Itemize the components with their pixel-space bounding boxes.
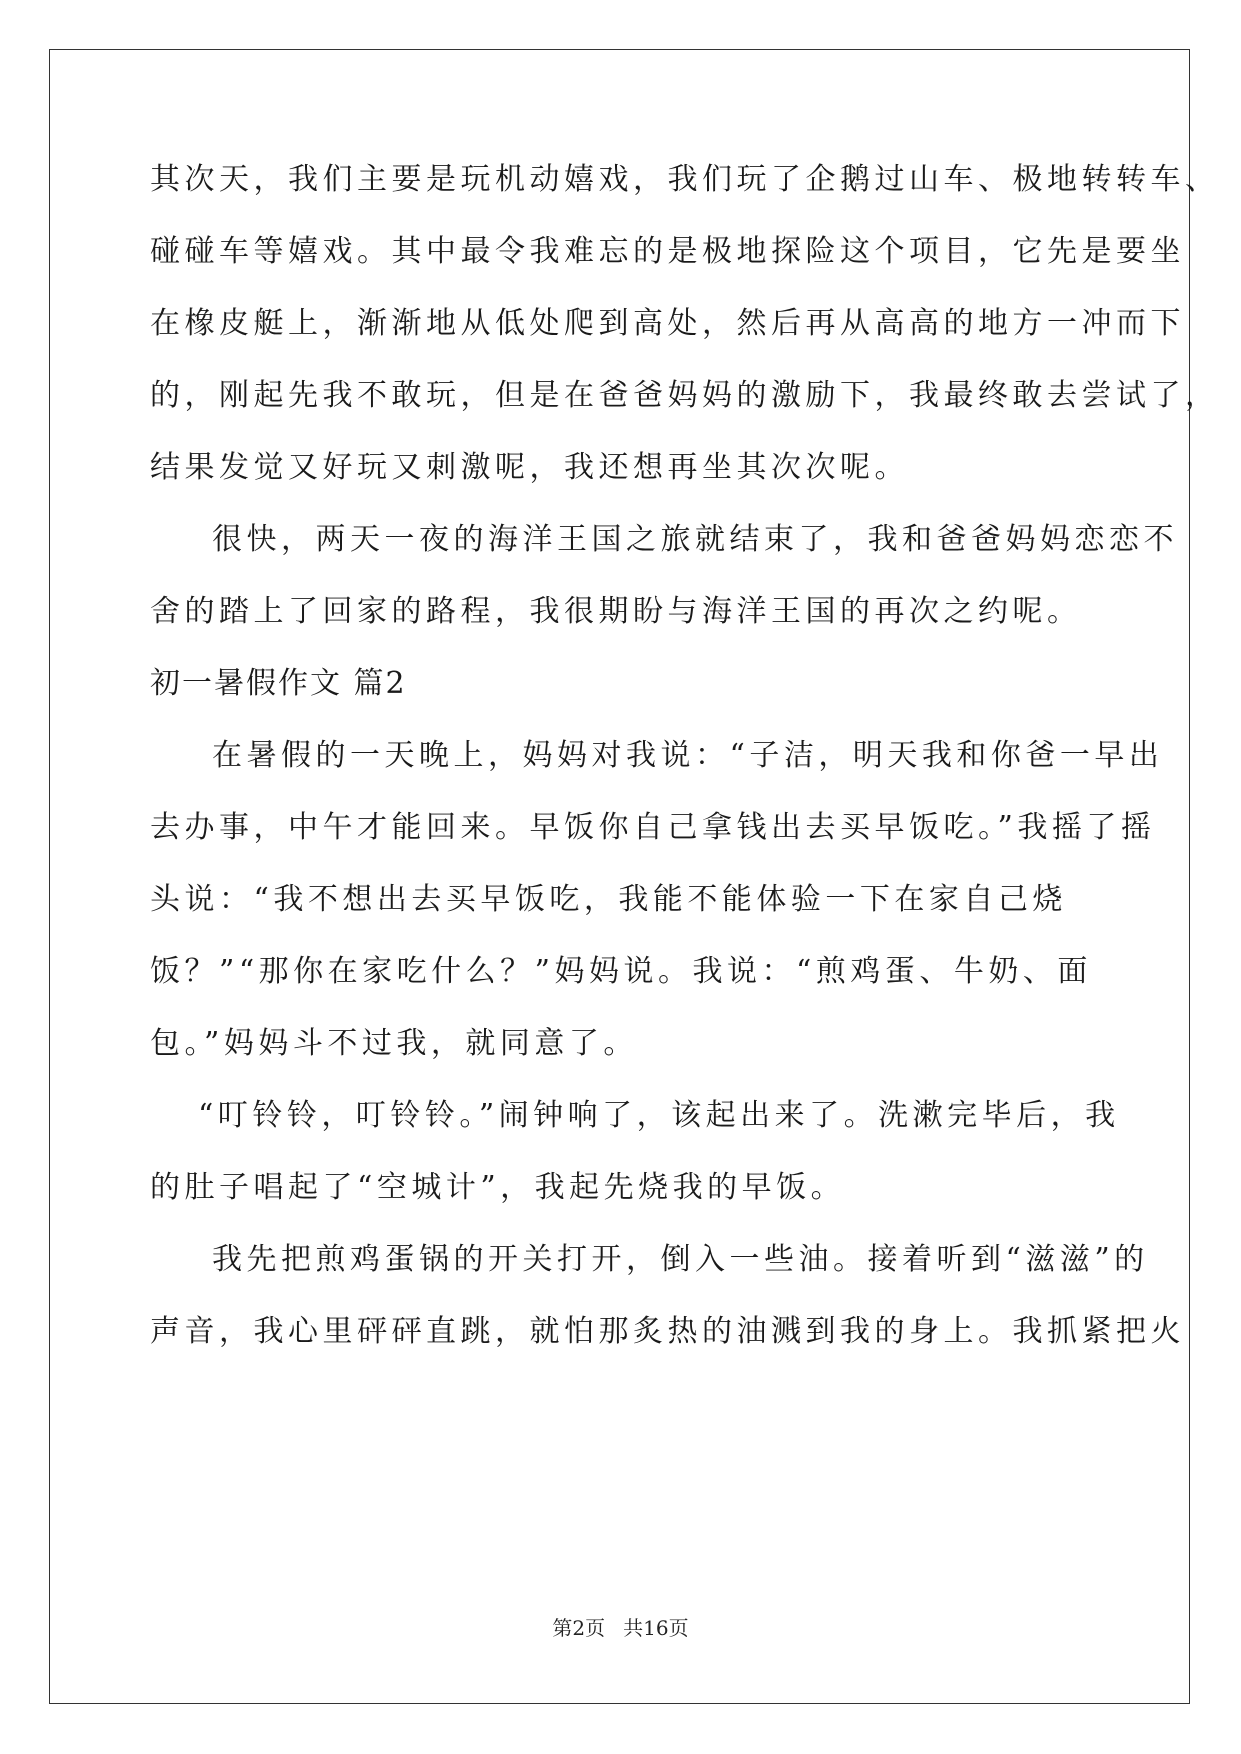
text-line: 在橡皮艇上，渐渐地从低处爬到高处，然后再从高高的地方一冲而下 <box>150 306 1185 341</box>
section-heading: 初一暑假作文 篇2 <box>150 666 407 701</box>
paragraph-first-line: 在暑假的一天晚上，妈妈对我说：“子洁，明天我和你爸一早出 <box>212 738 1164 773</box>
text-line: 包。”妈妈斗不过我，就同意了。 <box>150 1026 638 1061</box>
text-line: 声音，我心里砰砰直跳，就怕那炙热的油溅到我的身上。我抓紧把火 <box>150 1314 1185 1349</box>
text-line: 其次天，我们主要是玩机动嬉戏，我们玩了企鹅过山车、极地转转车、 <box>150 162 1220 197</box>
page-frame <box>49 49 1190 1704</box>
text-line: 舍的踏上了回家的路程，我很期盼与海洋王国的再次之约呢。 <box>150 594 1082 629</box>
text-line: 碰碰车等嬉戏。其中最令我难忘的是极地探险这个项目，它先是要坐 <box>150 234 1185 269</box>
text-line: 结果发觉又好玩又刺激呢，我还想再坐其次次呢。 <box>150 450 909 485</box>
paragraph-first-line: 我先把煎鸡蛋锅的开关打开，倒入一些油。接着听到“滋滋”的 <box>212 1242 1149 1277</box>
text-line: 头说：“我不想出去买早饭吃，我能不能体验一下在家自己烧 <box>150 882 1067 917</box>
text-line: 饭？”“那你在家吃什么？”妈妈说。我说：“煎鸡蛋、牛奶、面 <box>150 954 1092 989</box>
page-number-total: 共16页 <box>623 1616 689 1640</box>
text-line: 去办事，中午才能回来。早饭你自己拿钱出去买早饭吃。”我摇了摇 <box>150 810 1156 845</box>
text-line: 的肚子唱起了“空城计”，我起先烧我的早饭。 <box>150 1170 846 1205</box>
paragraph-first-line: 很快，两天一夜的海洋王国之旅就结束了，我和爸爸妈妈恋恋不 <box>212 522 1178 557</box>
text-line: 的，刚起先我不敢玩，但是在爸爸妈妈的激励下，我最终敢去尝试了， <box>150 378 1220 413</box>
paragraph-first-line: “叮铃铃，叮铃铃。”闹钟响了，该起出来了。洗漱完毕后，我 <box>198 1098 1120 1133</box>
page-footer <box>0 1615 1241 1641</box>
page-number-current: 第2页 <box>552 1616 606 1640</box>
